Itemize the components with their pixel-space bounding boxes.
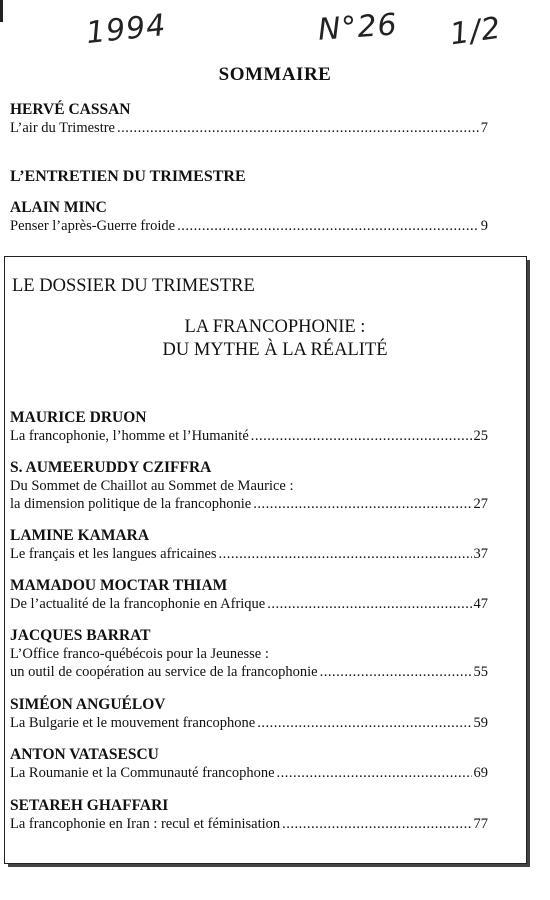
- entry-author: MAURICE DRUON: [10, 409, 147, 426]
- entry-author: JACQUES BARRAT: [10, 627, 151, 644]
- handwritten-issue-number: N°26: [316, 7, 399, 48]
- entry-author: ANTON VATASESCU: [10, 746, 159, 763]
- entry-page: 77: [473, 816, 488, 832]
- entry-title: La Bulgarie et le mouvement francophone: [10, 715, 256, 731]
- toc-entry[interactable]: [10, 576, 488, 613]
- entretien-heading: L’ENTRETIEN DU TRIMESTRE: [10, 168, 246, 185]
- handwritten-year: 1994: [84, 7, 168, 52]
- entry-line: [10, 815, 488, 833]
- leader-dots: [282, 815, 471, 833]
- toc-entry[interactable]: [10, 745, 488, 782]
- entry-title: La Roumanie et la Communauté francophone: [10, 765, 275, 781]
- dossier-theme: [0, 316, 550, 362]
- toc-entry[interactable]: [10, 100, 488, 137]
- toc-entry[interactable]: [10, 408, 488, 445]
- entry-author: MAMADOU MOCTAR THIAM: [10, 577, 228, 594]
- toc-entry[interactable]: [10, 796, 488, 833]
- entry-title: La francophonie, l’homme et l’Humanité: [10, 428, 249, 444]
- entry-title: un outil de coopération au service de la francophonie: [10, 664, 318, 680]
- entry-page: 37: [473, 546, 488, 562]
- leader-dots: [251, 427, 472, 445]
- entry-line: [10, 714, 488, 732]
- entry-author: S. AUMEERUDDY CZIFFRA: [10, 459, 212, 476]
- entry-line: [10, 217, 488, 235]
- entry-page: 47: [473, 596, 488, 612]
- toc-entry[interactable]: [10, 526, 488, 563]
- theme-line: DU MYTHE À LA RÉALITÉ: [162, 340, 388, 360]
- entry-line: [10, 764, 488, 782]
- dossier-frame-shadow: [8, 864, 530, 867]
- handwritten-part: 1/2: [447, 10, 504, 53]
- entry-author: LAMINE KAMARA: [10, 527, 150, 544]
- entry-page: 9: [480, 218, 488, 234]
- page-title: SOMMAIRE: [218, 64, 332, 85]
- entry-page: 25: [473, 428, 488, 444]
- entry-title: la dimension politique de la francophonie: [10, 496, 252, 512]
- leader-dots: [267, 595, 471, 613]
- entry-line: [10, 663, 488, 681]
- entry-author: ALAIN MINC: [10, 199, 107, 216]
- leader-dots: [320, 663, 472, 681]
- entry-title-line: L’Office franco-québécois pour la Jeunesse :: [10, 646, 269, 662]
- entry-line: [10, 545, 488, 563]
- leader-dots: [117, 119, 479, 137]
- leader-dots: [277, 764, 472, 782]
- leader-dots: [219, 545, 472, 563]
- entry-line: [10, 427, 488, 445]
- entry-author: SETAREH GHAFFARI: [10, 797, 169, 814]
- toc-entry[interactable]: [10, 458, 488, 513]
- dossier-heading: LE DOSSIER DU TRIMESTRE: [12, 276, 255, 296]
- toc-entry[interactable]: [10, 198, 488, 235]
- entry-author: HERVÉ CASSAN: [10, 101, 131, 118]
- entry-page: 7: [480, 120, 488, 136]
- entry-line: [10, 119, 488, 137]
- entry-title: La francophonie en Iran : recul et féminisation: [10, 816, 281, 832]
- scan-edge-mark: [0, 0, 3, 22]
- leader-dots: [253, 495, 471, 513]
- entry-line: [10, 495, 488, 513]
- entry-line: [10, 595, 488, 613]
- entry-page: 59: [473, 715, 488, 731]
- toc-entry[interactable]: [10, 626, 488, 681]
- entry-title: Le français et les langues africaines: [10, 546, 217, 562]
- entry-page: 69: [473, 765, 488, 781]
- entry-title: Penser l’après-Guerre froide: [10, 218, 176, 234]
- entry-page: 55: [473, 664, 488, 680]
- entry-author: SIMÉON ANGUÉLOV: [10, 696, 166, 713]
- toc-entry[interactable]: [10, 695, 488, 732]
- entry-title: De l’actualité de la francophonie en Afrique: [10, 596, 266, 612]
- leader-dots: [257, 714, 471, 732]
- theme-line: LA FRANCOPHONIE :: [184, 317, 366, 337]
- entry-title-line: Du Sommet de Chaillot au Sommet de Maurice :: [10, 478, 294, 494]
- entry-page: 27: [473, 496, 488, 512]
- leader-dots: [177, 217, 479, 235]
- entry-title: L’air du Trimestre: [10, 120, 115, 136]
